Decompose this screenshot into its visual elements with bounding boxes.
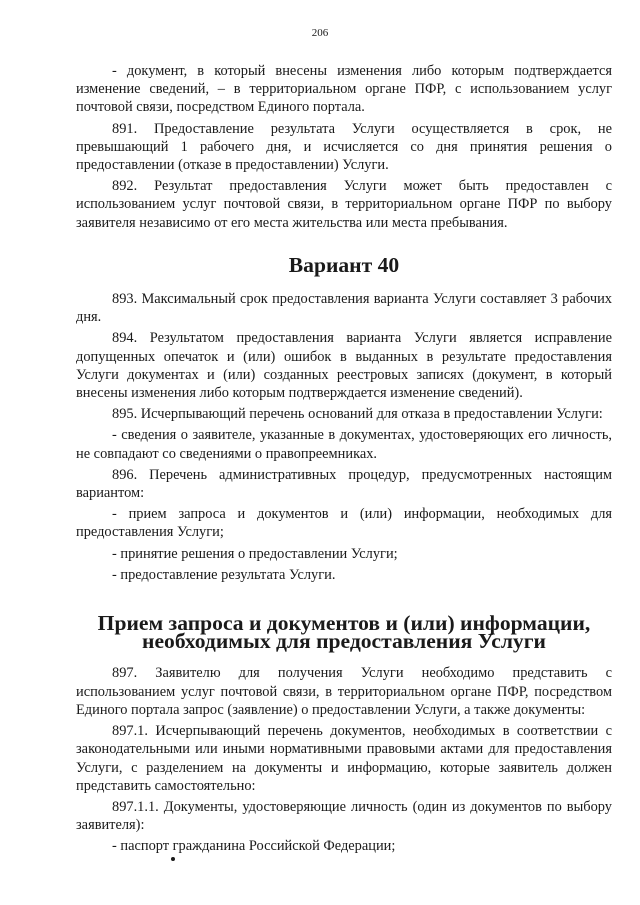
- list-item: - паспорт гражданина Российской Федерации;: [112, 838, 396, 855]
- list-item: - прием запроса и документов и (или) информации, необходимых для предоставления Услуги;: [76, 506, 612, 541]
- paragraph: 893. Максимальный срок предоставления варианта Услуги составляет 3 рабочих дня.: [76, 291, 612, 326]
- paragraph: 894. Результатом предоставления варианта Услуги является исправление допущенных опечаток и (или) ошибок в выданных в результате предоставления Услуги документах и (или) созданных реестровых записях (документ, в который внесены изменения либо которым подтверждается изменение сведений).: [76, 330, 612, 402]
- paragraph: 892. Результат предоставления Услуги может быть предоставлен с использованием услуг почтовой связи, в территориальном органе ПФР по выбору заявителя независимо от его места жительства или места пребывания.: [76, 178, 612, 231]
- section-heading-variant: Вариант 40: [288, 252, 400, 277]
- scan-speck: [171, 857, 175, 861]
- document-body: [76, 62, 612, 856]
- paragraph: 897. Заявителю для получения Услуги необходимо представить с использованием услуг почтовой связи, в территориальном органе ПФР, посредством Единого портала запрос (заявление) о предоставлении Услуги, а также документы:: [76, 665, 612, 718]
- paragraph: 896. Перечень административных процедур, предусмотренных настоящим вариантом:: [76, 466, 612, 502]
- page-number: 206: [311, 27, 329, 39]
- paragraph: 897.1.1. Документы, удостоверяющие личность (один из документов по выбору заявителя):: [76, 798, 612, 834]
- list-item: - принятие решения о предоставлении Услуги;: [112, 545, 398, 562]
- section-heading-reception: Прием запроса и документов и (или) информации, необходимых для предоставления Услуги: [97, 611, 591, 654]
- paragraph: 895. Исчерпывающий перечень оснований для отказа в предоставлении Услуги:: [112, 406, 603, 423]
- list-item: - предоставление результата Услуги.: [112, 566, 336, 583]
- paragraph: 891. Предоставление результата Услуги осуществляется в срок, не превышающий 1 рабочего дня, и исчисляется со дня принятия решения о предоставлении (отказе в предоставлении) Услуги.: [76, 120, 612, 174]
- paragraph: - документ, в который внесены изменения либо которым подтверждается изменение сведений, – в территориальном органе ПФР, с использованием услуг почтовой связи, посредством Единого портала.: [76, 63, 612, 116]
- paragraph: 897.1. Исчерпывающий перечень документов, необходимых в соответствии с законодательными или иными нормативными правовыми актами для предоставления Услуги, с разделением на документы и информацию, которые заявитель должен представить самостоятельно:: [76, 723, 612, 794]
- list-item: - сведения о заявителе, указанные в документах, удостоверяющих его личность, не совпадают со сведениями о правопреемниках.: [76, 427, 612, 462]
